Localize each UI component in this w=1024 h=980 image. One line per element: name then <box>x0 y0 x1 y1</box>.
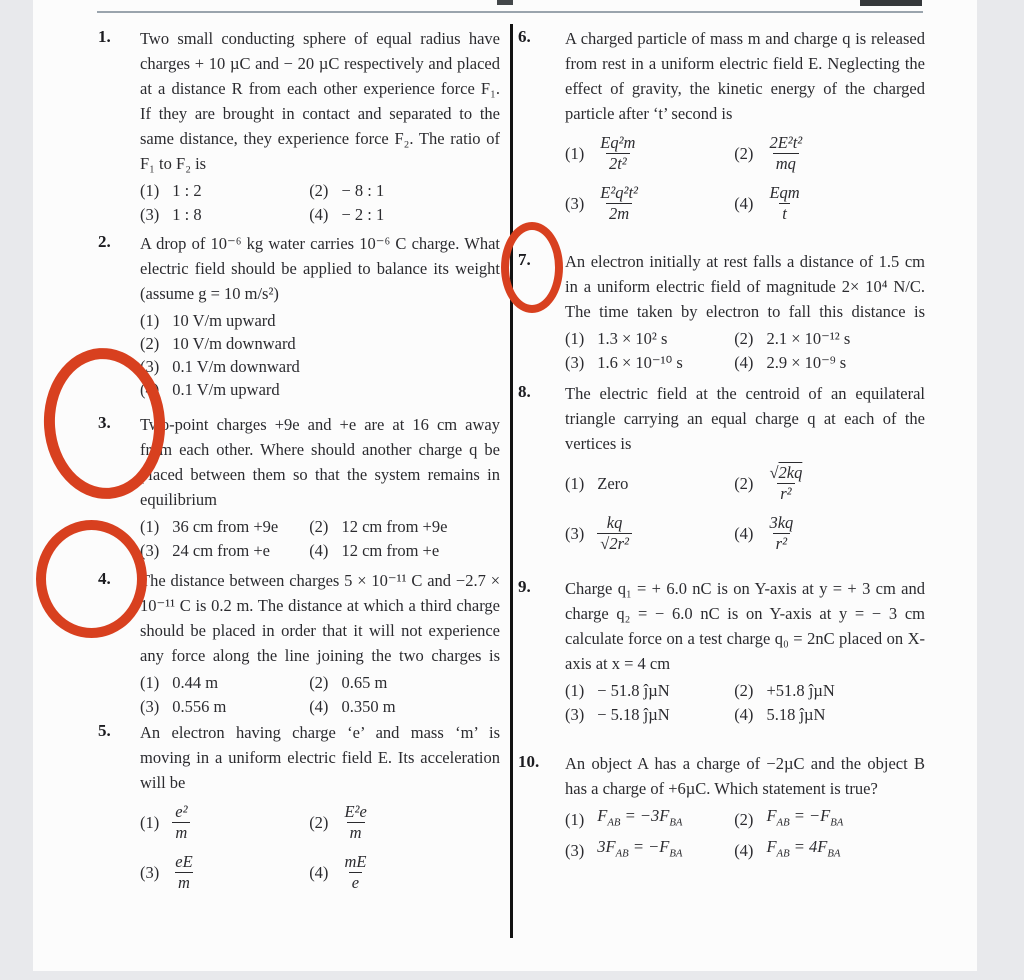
fraction-denominator: r² <box>773 533 790 554</box>
option-value: 12 cm from +e <box>341 541 440 560</box>
option-1 <box>565 804 734 834</box>
option-4 <box>309 539 500 562</box>
option-value <box>172 852 195 893</box>
question-5 <box>98 720 500 897</box>
question-text-line: If they are brought in contact and separated to the <box>140 104 500 123</box>
option-3 <box>140 695 309 718</box>
question-number: 4. <box>98 569 111 588</box>
option-2 <box>734 463 925 504</box>
option-1 <box>140 179 309 202</box>
fraction <box>766 183 802 224</box>
question-text-line: from rest in a uniform electric field E. Neglecting the <box>565 54 925 73</box>
option-label: (1) <box>565 144 585 163</box>
option-label: (3) <box>140 205 160 224</box>
fraction-denominator: 2m <box>606 203 632 224</box>
option-value: 1.3 × 10² s <box>597 329 668 348</box>
question-7 <box>518 249 925 374</box>
option-label: (2) <box>309 673 329 692</box>
question-text-line: at a distance R from each other experience force F₁. <box>140 79 500 98</box>
fraction-numerator: E²q²t² <box>600 183 639 202</box>
option-label: (1) <box>140 311 160 330</box>
option-1 <box>565 327 734 350</box>
fraction-denominator: r² <box>777 483 794 504</box>
question-text-line: in a uniform electric field of magnitude 2× 10⁴ N/C. <box>565 277 925 296</box>
question-text-line: The electric field at the centroid of an equilateral <box>565 384 925 403</box>
option-value: 0.44 m <box>172 673 219 692</box>
option-1 <box>140 309 500 332</box>
fraction <box>597 183 641 224</box>
option-label: (4) <box>734 840 754 860</box>
option-label: (4) <box>734 524 754 543</box>
option-label: (1) <box>140 181 160 200</box>
question-text-line: F₁ to F₂ is <box>140 154 207 173</box>
option-label: (1) <box>565 809 585 829</box>
option-value <box>766 183 802 224</box>
question-number: 9. <box>518 577 531 596</box>
option-label: (1) <box>565 474 585 493</box>
question-text-line: vertices is <box>565 434 632 453</box>
option-label: (1) <box>565 329 585 348</box>
options-list <box>565 327 925 374</box>
option-label: (4) <box>734 194 754 213</box>
fraction-numerator: mE <box>344 852 367 871</box>
option-4 <box>309 695 500 718</box>
option-value <box>172 802 190 843</box>
options-list <box>140 179 500 226</box>
question-text-line: The time taken by electron to fall this distance is <box>565 302 925 321</box>
fraction <box>766 463 805 504</box>
fraction <box>172 852 195 893</box>
fraction <box>766 513 796 554</box>
option-value: 0.350 m <box>341 697 396 716</box>
option-label: (2) <box>309 517 329 536</box>
option-2 <box>734 804 925 834</box>
option-value <box>766 133 805 174</box>
fraction <box>341 802 369 843</box>
fraction-denominator: e <box>349 872 362 893</box>
question-text-line: The distance between charges 5 × 10⁻¹¹ C and −2.7 × <box>140 571 500 590</box>
option-label: (1) <box>140 813 160 832</box>
option-3 <box>565 183 734 224</box>
option-1 <box>565 133 734 174</box>
question-text-line: Two small conducting sphere of equal radius have <box>140 29 500 48</box>
option-label: (3) <box>565 840 585 860</box>
question-4 <box>98 568 500 718</box>
option-label: (3) <box>140 697 160 716</box>
option-label: (3) <box>140 541 160 560</box>
question-text-line: A drop of 10⁻⁶ kg water carries 10⁻⁶ C charge. What <box>140 234 500 253</box>
fraction-denominator: mq <box>773 153 799 174</box>
question-body <box>565 576 925 726</box>
question-body <box>140 720 500 897</box>
question-text-line: charges + 10 µC and − 20 µC respectively and placed <box>140 54 500 73</box>
question-text-line: Charge q₁ = + 6.0 nC is on Y-axis at y = + 3 cm and <box>565 579 925 598</box>
fraction-numerator: Eqm <box>769 183 800 202</box>
question-text-line: effect of gravity, the kinetic energy of the charged <box>565 79 925 98</box>
fraction <box>766 133 805 174</box>
option-value: +51.8 ĵµN <box>766 681 835 700</box>
options-list <box>565 679 925 726</box>
fraction-numerator: kq <box>606 513 623 532</box>
option-4 <box>734 351 925 374</box>
option-label: (3) <box>565 524 585 543</box>
option-value: 1 : 8 <box>172 205 202 224</box>
question-number: 7. <box>518 250 531 269</box>
option-label: (2) <box>734 809 754 829</box>
question-6 <box>518 26 925 228</box>
option-value: − 2 : 1 <box>341 205 385 224</box>
question-body <box>140 26 500 226</box>
question-9 <box>518 576 925 726</box>
option-2 <box>309 671 500 694</box>
question-text-line: any force along the line joining the two charges is <box>140 646 500 665</box>
option-label: (3) <box>140 357 160 376</box>
option-value <box>597 183 641 224</box>
option-value <box>766 463 805 504</box>
option-3 <box>565 703 734 726</box>
option-value: − 8 : 1 <box>341 181 385 200</box>
option-label: (2) <box>734 329 754 348</box>
option-label: (1) <box>565 681 585 700</box>
options-list <box>140 798 500 897</box>
option-label: (4) <box>140 380 160 399</box>
option-value: 1 : 2 <box>172 181 202 200</box>
question-text-line: An object A has a charge of −2µC and the object B <box>565 754 925 773</box>
fraction-numerator: √2kq <box>769 463 803 482</box>
option-label: (2) <box>309 181 329 200</box>
option-label: (2) <box>309 813 329 832</box>
option-value: $F_{AB} = -3F_{BA}$ <box>597 806 683 829</box>
option-3 <box>140 852 309 893</box>
fraction-denominator: 2t² <box>606 153 630 174</box>
question-number: 6. <box>518 27 531 46</box>
options-list <box>140 515 500 562</box>
option-value: 2.1 × 10⁻¹² s <box>766 329 851 348</box>
fraction-numerator: e² <box>175 802 188 821</box>
option-1 <box>565 463 734 504</box>
option-2 <box>734 679 925 702</box>
option-value: 36 cm from +9e <box>172 517 279 536</box>
option-value: 1.6 × 10⁻¹⁰ s <box>597 353 683 372</box>
question-text-line: triangle carrying an equal charge q at each of the <box>565 409 925 428</box>
option-value: $3F_{AB} = -F_{BA}$ <box>597 837 683 860</box>
option-3 <box>140 539 309 562</box>
fraction-numerator: E²e <box>344 802 367 821</box>
option-2 <box>309 802 500 843</box>
option-1 <box>140 515 309 538</box>
option-label: (4) <box>309 205 329 224</box>
option-label: (4) <box>309 541 329 560</box>
option-4 <box>734 183 925 224</box>
option-2 <box>734 133 925 174</box>
fraction-denominator: t <box>779 203 790 224</box>
fraction <box>597 133 638 174</box>
question-number: 2. <box>98 232 111 251</box>
option-label: (4) <box>309 697 329 716</box>
fraction-numerator: Eq²m <box>600 133 636 152</box>
option-3 <box>140 355 500 378</box>
option-3 <box>140 203 309 226</box>
question-2 <box>98 231 500 401</box>
scan-artifact-mark <box>497 0 513 5</box>
question-text-line: Two-point charges +9e and +e are at 16 cm away <box>140 415 500 434</box>
option-value: $F_{AB} = -F_{BA}$ <box>766 806 844 829</box>
fraction-numerator: 3kq <box>769 513 794 532</box>
option-label: (2) <box>734 144 754 163</box>
question-text-line: (assume g = 10 m/s²) <box>140 284 279 303</box>
option-1 <box>140 802 309 843</box>
option-label: (2) <box>734 474 754 493</box>
option-value <box>597 513 632 554</box>
option-label: (1) <box>140 673 160 692</box>
question-text-line: has a charge of +6µC. Which statement is true? <box>565 779 878 798</box>
option-value: − 5.18 ĵµN <box>597 705 670 724</box>
question-text-line: same distance, they experience force F₂. The ratio of <box>140 129 500 148</box>
option-label: (2) <box>140 334 160 353</box>
question-body <box>565 26 925 228</box>
question-number: 8. <box>518 382 531 401</box>
question-text-line: axis at x = 4 cm <box>565 654 671 673</box>
option-label: (3) <box>565 705 585 724</box>
question-text-line: from each other. Where should another charge q be <box>140 440 500 459</box>
option-value: $F_{AB} = 4F_{BA}$ <box>766 837 841 860</box>
option-value: 24 cm from +e <box>172 541 270 560</box>
option-4 <box>140 378 500 401</box>
question-body <box>565 751 925 866</box>
option-value: − 51.8 ĵµN <box>597 681 670 700</box>
question-body <box>565 249 925 374</box>
column-divider-line <box>510 24 513 938</box>
option-4 <box>309 852 500 893</box>
option-2 <box>309 515 500 538</box>
option-4 <box>734 703 925 726</box>
fraction-numerator: eE <box>175 852 193 871</box>
option-3 <box>565 835 734 865</box>
options-list <box>140 309 500 401</box>
fraction-denominator: m <box>172 822 190 843</box>
option-value: 12 cm from +9e <box>341 517 448 536</box>
fraction-denominator: √2r² <box>597 533 632 554</box>
question-text-line: charge q₂ = − 6.0 nC is on Y-axis at y = − 3 cm <box>565 604 925 623</box>
option-value <box>597 133 638 174</box>
question-number: 3. <box>98 413 111 432</box>
option-value: Zero <box>597 474 629 493</box>
option-3 <box>565 513 734 554</box>
question-body <box>140 412 500 562</box>
option-value: 5.18 ĵµN <box>766 705 826 724</box>
option-value <box>766 513 796 554</box>
question-text-line: An electron initially at rest falls a distance of 1.5 cm <box>565 252 925 271</box>
option-2 <box>734 327 925 350</box>
option-value: 0.65 m <box>341 673 388 692</box>
option-value: 0.1 V/m upward <box>172 380 280 399</box>
option-label: (3) <box>565 194 585 213</box>
question-10 <box>518 751 925 866</box>
question-text-line: A charged particle of mass m and charge q is released <box>565 29 925 48</box>
question-text-line: electric field should be applied to balance its weight <box>140 259 500 278</box>
question-8 <box>518 381 925 558</box>
scan-artifact-bar <box>860 0 922 6</box>
options-list <box>140 671 500 718</box>
option-label: (3) <box>140 863 160 882</box>
question-number: 10. <box>518 752 540 771</box>
option-value <box>341 802 369 843</box>
fraction-denominator: m <box>347 822 365 843</box>
question-text-line: particle after ‘t’ second is <box>565 104 733 123</box>
option-value <box>341 852 369 893</box>
fraction-numerator: 2E²t² <box>769 133 803 152</box>
question-text-line: will be <box>140 773 186 792</box>
option-1 <box>565 679 734 702</box>
question-number: 1. <box>98 27 111 46</box>
options-list <box>565 129 925 228</box>
question-3 <box>98 412 500 562</box>
fraction <box>341 852 369 893</box>
question-text-line: placed between them so that the system remains in <box>140 465 500 484</box>
option-1 <box>140 671 309 694</box>
option-value: 10 V/m upward <box>172 311 276 330</box>
fraction-denominator: m <box>175 872 193 893</box>
option-label: (4) <box>734 353 754 372</box>
options-list <box>565 459 925 558</box>
option-label: (2) <box>734 681 754 700</box>
option-value: 0.556 m <box>172 697 227 716</box>
question-body <box>140 231 500 401</box>
option-2 <box>309 179 500 202</box>
question-1 <box>98 26 500 226</box>
option-value: 2.9 × 10⁻⁹ s <box>766 353 847 372</box>
option-4 <box>734 835 925 865</box>
question-text-line: calculate force on a test charge q₀ = 2nC placed on X- <box>565 629 925 648</box>
option-value: 0.1 V/m downward <box>172 357 300 376</box>
question-text-line: should be placed in order that it will not experience <box>140 621 500 640</box>
option-label: (3) <box>565 353 585 372</box>
fraction <box>172 802 190 843</box>
option-label: (1) <box>140 517 160 536</box>
question-number: 5. <box>98 721 111 740</box>
question-text-line: moving in a uniform electric field E. Its acceleration <box>140 748 500 767</box>
question-body <box>565 381 925 558</box>
option-4 <box>734 513 925 554</box>
option-label: (4) <box>309 863 329 882</box>
fraction <box>597 513 632 554</box>
page-top-rule <box>97 11 923 13</box>
option-3 <box>565 351 734 374</box>
question-text-line: An electron having charge ‘e’ and mass ‘m’ is <box>140 723 500 742</box>
question-text-line: 10⁻¹¹ C is 0.2 m. The distance at which a third charge <box>140 596 500 615</box>
options-list <box>565 804 925 866</box>
question-body <box>140 568 500 718</box>
option-value: 10 V/m downward <box>172 334 296 353</box>
option-4 <box>309 203 500 226</box>
option-2 <box>140 332 500 355</box>
option-label: (4) <box>734 705 754 724</box>
question-text-line: equilibrium <box>140 490 217 509</box>
